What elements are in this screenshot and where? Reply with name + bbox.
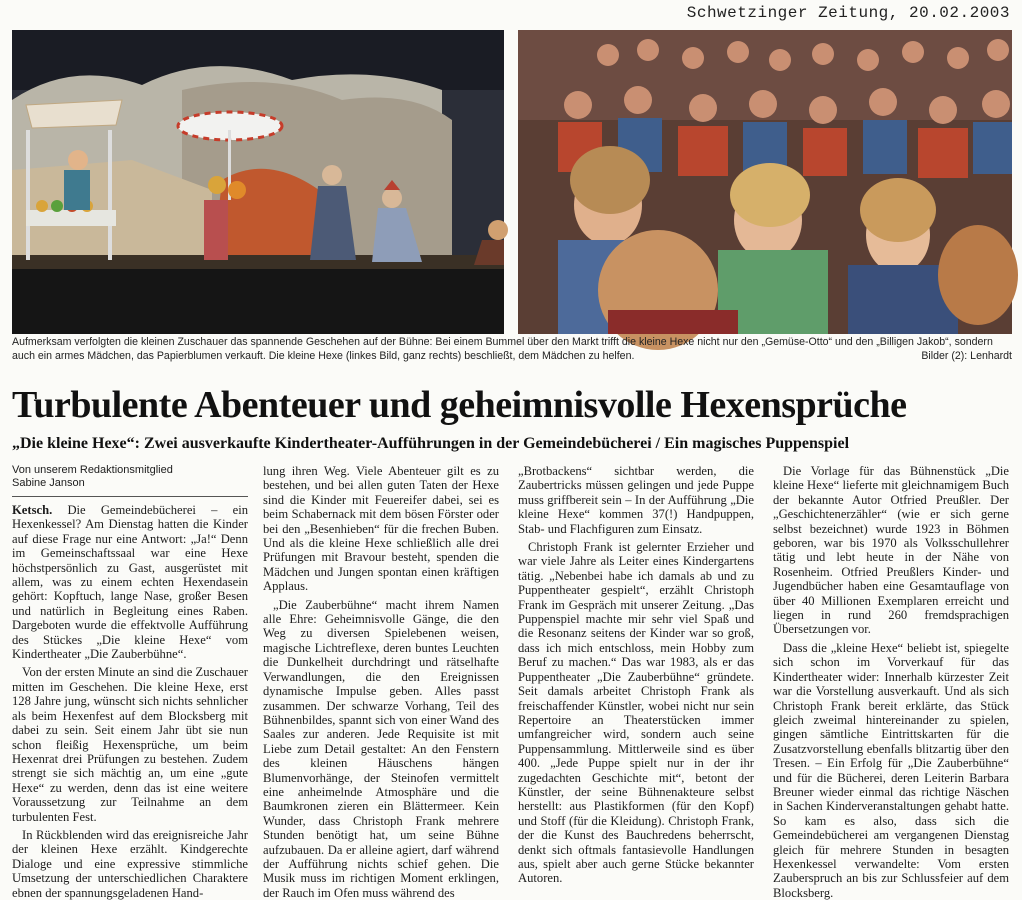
photo-credit: Bilder (2): Lenhardt <box>917 350 1012 364</box>
paragraph: In Rückblenden wird das ereignisreiche Jahr der kleinen Hexe erzählt. Kindgerechte Dialoge und eine expressive stimmliche Umsetzung der unterschiedlichen Charaktere ebnen der spannungsgeladenen Hand- <box>12 827 248 900</box>
paragraph: Von der ersten Minute an sind die Zuschauer mitten im Geschehen. Die kleine Hexe, erst 128 Jahre jung, wünscht sich nichts sehnlicher als beim Hexenfest auf dem Blocksberg mit dabei zu sein. Seit einem Jahr übt sie nun schon fleißig Hexensprüche, um beim Hexenrat drei Prüfungen zu bestehen. Zudem strengt sie sich mächtig an, um eine „gute Hexe“ zu werden, denn das ist eine weitere Voraussetzung zur Teilnahme an dem turbulenten Fest. <box>12 665 248 824</box>
byline-intro: Von unserem Redaktionsmitglied <box>12 464 173 476</box>
byline-author: Sabine Janson <box>12 477 85 489</box>
byline <box>12 464 248 497</box>
paragraph <box>12 503 248 661</box>
paragraph: Christoph Frank ist gelernter Erzieher und war viele Jahre als Leiter eines Kindergartens tätig. „Nebenbei habe ich damals ab und zu Puppentheater gespielt“, erzählt Christoph Frank im Gespräch mit unserer Zeitung. „Das Puppenspiel machte mir sehr viel Spaß und die Resonanz seitens der Kinder war so groß, dass ich mich entschloss, mein Hobby zum Beruf zu machen.“ Das war 1983, als er das Puppentheater „Die Zauberbühne“ gründete. Seit damals arbeitet Christoph Frank als freischaffender Künstler, wobei nicht nur sein Repertoire an Theaterstücken immer umfangreicher wird, sondern auch seine Puppensammlung. Mittlerweile sind es über 400. „Jede Puppe spielt nur in der ihr zugedachten Geschichte mit“, betont der Künstler, der seine Bühnenakteure selbst herstellt: aus Plastikformen (für den Kopf) und Stoff (für die Kleidung). Christoph Frank, der die Kunst des Bauchredens beherrscht, denkt sich oftmals fantasievolle Handlungen aus, spielt aber auch gerne Stücke bekannter Autoren. <box>518 540 754 886</box>
dateline: Ketsch. <box>12 503 53 517</box>
audience-photo-image <box>518 30 1012 334</box>
article-column-4 <box>773 464 1009 900</box>
paragraph: Die Vorlage für das Bühnenstück „Die kleine Hexe“ lieferte mit gleichnamigem Buch der bekannte Autor Otfried Preußler. Der „Geschichtenerzähler“ (wie er sich gerne selbst bezeichnet) wurde 1923 in Böhmen geboren, war bis 1970 als Volksschullehrer tätig und lebt heute in der Nähe von Rosenheim. Otfried Preußlers Kinder- und Jugendbücher haben eine Gesamtauflage von über 40 Millionen Exemplaren erreicht und liegen in rund 260 fremdsprachigen Übersetzungen vor. <box>773 464 1009 637</box>
paragraph: „Die Zauberbühne“ macht ihrem Namen alle Ehre: Geheimnisvolle Gänge, die den Weg zu diversen Spielebenen weisen, magische Lichtreflexe, deren buntes Leuchten die Dunkelheit durchdringt und rätselhafte Verwandlungen, die den Ereignissen dynamische Impulse geben. Alles passt zusammen. Der schwarze Vorhang, Teil des Bühnenbildes, spannt sich von einer Wand des Saales zur anderen. Jede Requisite ist mit Liebe zum Detail gestaltet: An den Fenstern des kleinen Häuschens hängen Blumenvorhänge, der Steinofen vermittelt eine anheimelnde Atmosphäre und die Baumkronen zieren ein Blättermeer. Kein Wunder, dass Christoph Frank mehrere Stunden benötigt hat, um seine Bühne aufzubauen. Da er alleine agiert, darf während der Aufführung nichts schief gehen. Die Musik muss im richtigen Moment erklingen, der Rauch im Ofen muss während des <box>263 597 499 900</box>
article-column-2 <box>263 464 499 900</box>
caption-text: Aufmerksam verfolgten die kleinen Zuschauer das spannende Geschehen auf der Bühne: Bei einem Bummel über den Markt trifft die kleine Hexe nicht nur den „Gemüse-Otto“ und den „Billigen Jakob“, sondern auch ein armes Mädchen, das Papierblumen verkauft. Die kleine Hexe (linkes Bild, ganz rechts) beschließt, dem Mädchen zu helfen. <box>12 336 993 362</box>
article-column-1 <box>12 464 248 900</box>
stage-photo <box>12 30 504 334</box>
subheadline: „Die kleine Hexe“: Zwei ausverkaufte Kindertheater-Aufführungen in der Gemeindebücherei / Ein magisches Puppenspiel <box>12 435 850 452</box>
paragraph: Dass die „kleine Hexe“ beliebt ist, spiegelte sich schon im Vorverkauf für das Kindertheater wider: Innerhalb kürzester Zeit war die Vorstellung ausverkauft. Und als sich Christoph Frank bereit erklärte, das Stück gleich zweimal hintereinander zu spielen, gingen sämtliche Eintrittskarten für die Zusatzvorstellung ebenfalls blitzartig über den Tresen. – Ein Erfolg für „Die Zauberbühne“ und für die Bücherei, deren Leiterin Barbara Breuner wieder einmal das richtige Näschen in Sachen Kinderveranstaltungen gehabt hatte. So kam es also, dass sich die Gemeindebücherei am vergangenen Dienstag gleich für mehrere Stunden in besagten Hexenkessel verwandelte: Vom ersten Zauberspruch an bis zur Schlussfeier auf dem Blocksberg. <box>773 640 1009 900</box>
newspaper-source: Schwetzinger Zeitung, 20.02.2003 <box>686 4 1010 22</box>
photo-caption <box>12 336 1012 363</box>
audience-photo <box>518 30 1012 334</box>
headline: Turbulente Abenteuer und geheimnisvolle Hexensprüche <box>12 384 907 426</box>
paragraph: „Brotbackens“ sichtbar werden, die Zaubertricks müssen gelingen und jede Puppe muss griffbereit sein – In der Aufführung „Die kleine Hexe“ kommen 37(!) Handpuppen, Stab- und Flachfiguren zum Einsatz. <box>518 464 754 536</box>
paragraph: lung ihren Weg. Viele Abenteuer gilt es zu bestehen, und bei allen guten Taten der Hexe sind die Kinder mit Feuereifer dabei, sei es beim Schabernack mit dem bösen Förster oder bei den „Besenhieben“ für die frechen Buben. Und als die kleine Hexe schließlich alle drei Prüfungen mit Bravour besteht, spenden die Mädchen und Jungen spontan einen kräftigen Applaus. <box>263 464 499 594</box>
paragraph-text: Die Gemeindebücherei – ein Hexenkessel? Am Dienstag hatten die Kinder auf diese Frage nur eine Antwort: „Ja!“ Denn im Gemeinschaftssaal war eine Hexe höchstpersönlich zu Gast, ausgerüstet mit allem, was zu einem echten Hexendasein gehört: Kopftuch, lange Nase, großer Besen und natürlich in Begleitung eines Raben. Dargeboten wurde die effektvolle Aufführung des Stückes „Die kleine Hexe“ vom Kindertheater „Die Zauberbühne“. <box>12 503 248 662</box>
stage-photo-image <box>12 30 504 334</box>
article-column-3 <box>518 464 754 886</box>
